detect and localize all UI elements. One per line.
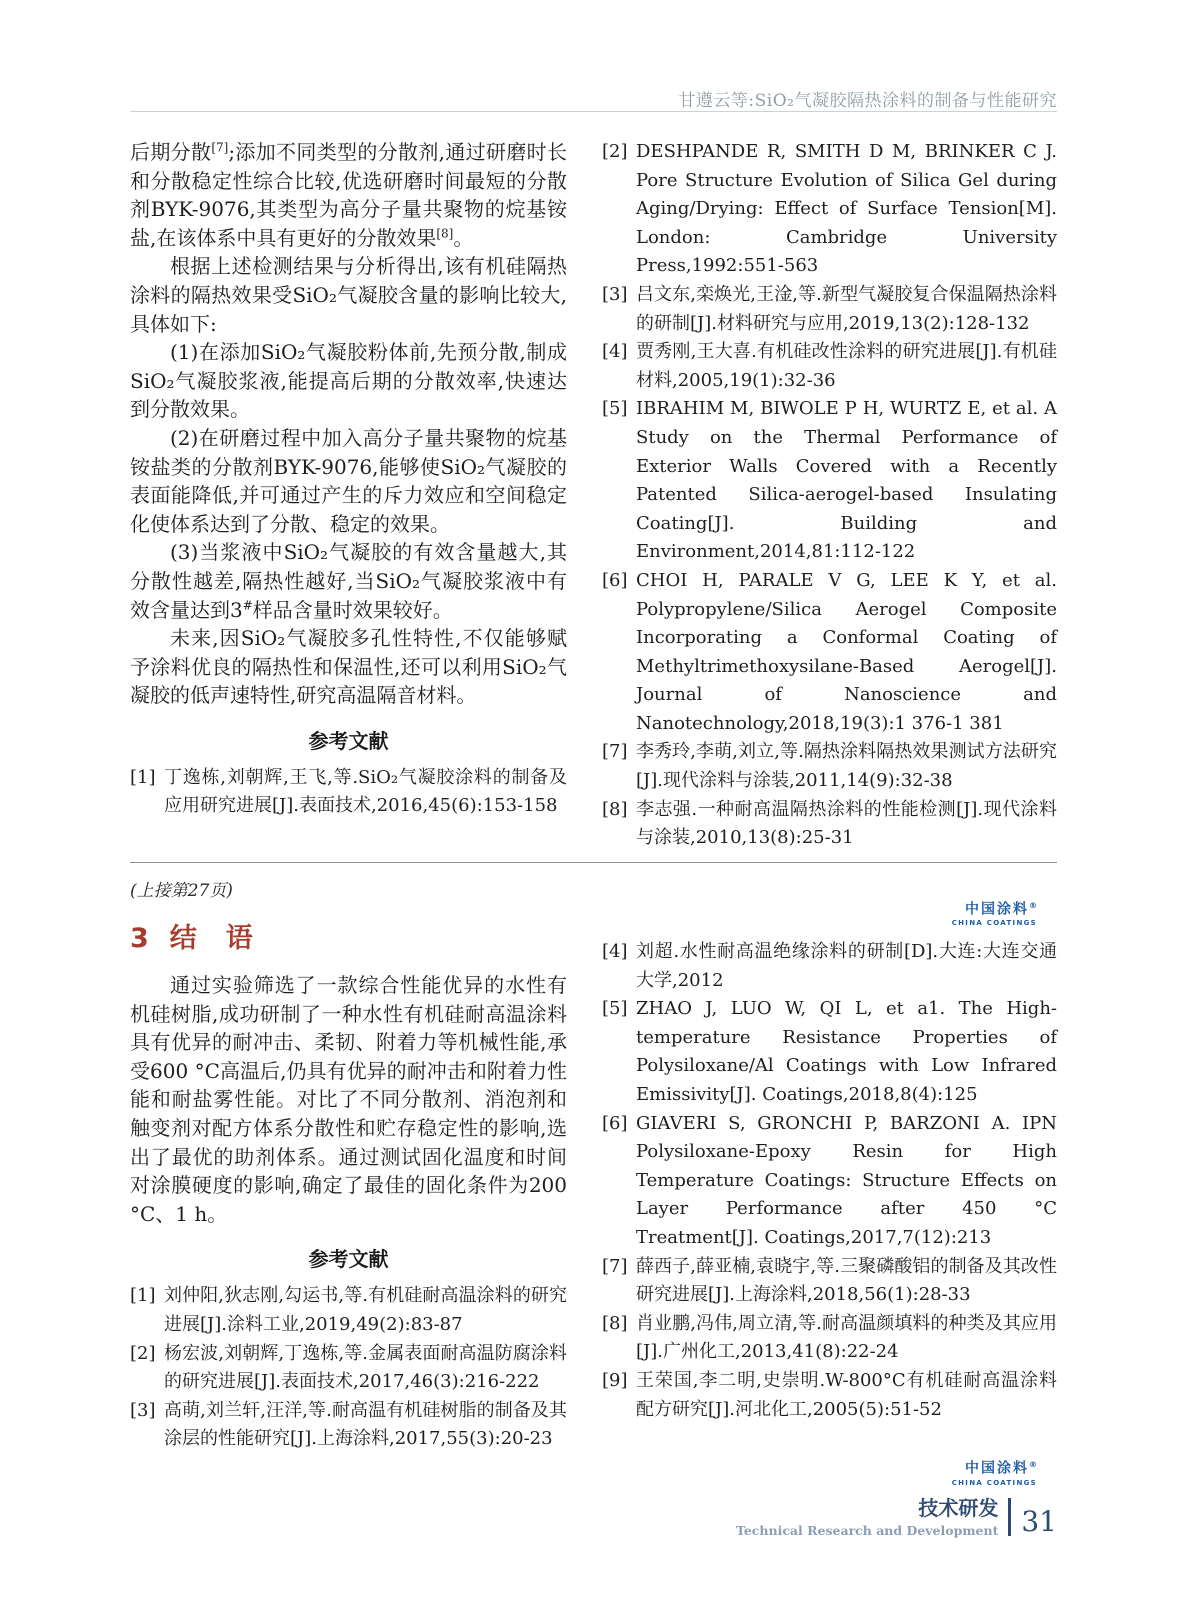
bottom-left-column	[130, 914, 567, 1487]
reference-label: [8]	[602, 1312, 628, 1334]
continued-from-note: (上接第27页)	[130, 881, 233, 901]
logo-english-text: CHINA COATINGS	[951, 919, 1037, 928]
reference-item	[602, 567, 1057, 739]
reference-text: GIAVERI S, GRONCHI P, BARZONI A. IPN Polysiloxane-Epoxy Resin for High Temperature Coatings: Structure Effects on Layer Performance after 450 °C Treatment[J]. Coatings,2017,7(12):213	[636, 1112, 1057, 1248]
section-title: 结 语	[169, 923, 254, 954]
logo-chinese-name: 中国涂料	[965, 901, 1029, 918]
top-article-section	[130, 138, 1057, 927]
reference-text: 薛西子,薛亚楠,袁晓宇,等.三聚磷酸铝的制备及其改性研究进展[J].上海涂料,2018,56(1):28-33	[636, 1255, 1057, 1306]
top-right-column	[602, 138, 1057, 927]
footer-section-name-cn: 技术研发	[918, 1496, 999, 1520]
registered-trademark-icon: ®	[1029, 1460, 1037, 1470]
reference-item	[602, 1310, 1057, 1367]
running-head-rule	[130, 111, 1057, 112]
citation-superscript: [8]	[436, 226, 454, 241]
reference-text: 王荣国,李二明,史崇明.W-800°C有机硅耐高温涂料配方研究[J].河北化工,2005(5):51-52	[636, 1369, 1057, 1420]
reference-label: [6]	[602, 1112, 628, 1134]
citation-superscript: [7]	[211, 140, 229, 155]
reference-item	[602, 1110, 1057, 1253]
reference-label: [3]	[602, 283, 628, 305]
reference-item	[602, 395, 1057, 567]
reference-text: DESHPANDE R, SMITH D M, BRINKER C J. Pore Structure Evolution of Silica Gel during Aging/Drying: Effect of Surface Tension[M]. London: Cambridge University Press,1992:551-563	[636, 141, 1057, 277]
reference-text: 贾秀刚,王大喜.有机硅改性涂料的研究进展[J].有机硅材料,2005,19(1):32-36	[636, 341, 1057, 391]
reference-label: [5]	[602, 998, 628, 1020]
reference-item	[130, 764, 567, 821]
text-run: (3)当浆液中SiO₂气凝胶的有效含量越大,其分散性越差,隔热性越好,当SiO₂气凝胶浆液中有效含量达到3	[130, 540, 567, 622]
text-run: 后期分散	[130, 140, 212, 164]
reference-text: 高萌,刘兰轩,汪洋,等.耐高温有机硅树脂的制备及其涂层的性能研究[J].上海涂料,2017,55(3):20-23	[164, 1399, 567, 1450]
reference-text: CHOI H, PARALE V G, LEE K Y, et al. Polypropylene/Silica Aerogel Composite Incorporating a Conformal Coating of Methyltrimethoxysilane-Based Aerogel[J]. Journal of Nanoscience and Nanotechnology,2018,19(3):1 376-1 381	[636, 569, 1057, 734]
paragraph: 未来,因SiO₂气凝胶多孔性特性,不仅能够赋予涂料优良的隔热性和保温性,还可以利用SiO₂气凝胶的低声速特性,研究高温隔音材料。	[130, 626, 567, 708]
reference-text: ZHAO J, LUO W, QI L, et a1. The High-temperature Resistance Properties of Polysiloxane/Al Coatings with Low Infrared Emissivity[J]. Coatings,2018,8(4):125	[636, 998, 1057, 1105]
reference-label: [3]	[130, 1399, 156, 1421]
reference-item	[602, 138, 1057, 281]
reference-item	[130, 1340, 567, 1397]
reference-text: 李志强.一种耐高温隔热涂料的性能检测[J].现代涂料与涂装,2010,13(8):25-31	[636, 798, 1057, 849]
footer-section-labels	[736, 1496, 998, 1538]
reference-item	[602, 281, 1057, 338]
reference-item	[602, 1253, 1057, 1310]
reference-item	[602, 995, 1057, 1109]
text-run: 样品含量时效果较好。	[252, 597, 453, 622]
paragraph	[130, 138, 567, 252]
section-divider-rule	[130, 862, 1057, 863]
reference-text: 丁逸栋,刘朝辉,王飞,等.SiO₂气凝胶涂料的制备及应用研究进展[J].表面技术,2016,45(6):153-158	[164, 766, 567, 817]
reference-label: [1]	[130, 1285, 156, 1307]
reference-label: [6]	[602, 569, 628, 591]
footer-divider-bar	[1008, 1498, 1011, 1536]
bottom-right-column	[602, 914, 1057, 1487]
reference-item	[130, 1397, 567, 1454]
footer-section-name-en: Technical Research and Development	[735, 1523, 999, 1538]
reference-label: [2]	[130, 1342, 156, 1364]
page-number: 31	[1021, 1504, 1057, 1538]
references-heading: 参考文献	[308, 728, 389, 753]
references-heading: 参考文献	[308, 1247, 389, 1272]
reference-text: 李秀玲,李萌,刘立,等.隔热涂料隔热效果测试方法研究[J].现代涂料与涂装,2011,14(9):32-38	[636, 741, 1057, 792]
bottom-article-section	[130, 914, 1057, 1487]
reference-label: [2]	[602, 141, 628, 162]
section-heading	[130, 916, 567, 955]
reference-text: 杨宏波,刘朝辉,丁逸栋,等.金属表面耐高温防腐涂料的研究进展[J].表面技术,2017,46(3):216-222	[164, 1342, 567, 1393]
reference-text: 吕文东,栾焕光,王淦,等.新型气凝胶复合保温隔热涂料的研制[J].材料研究与应用,2019,13(2):128-132	[636, 283, 1057, 334]
running-head: 甘遵云等:SiO₂气凝胶隔热涂料的制备与性能研究	[678, 91, 1057, 111]
reference-text: 肖业鹏,冯伟,周立清,等.耐高温颜填料的种类及其应用[J].广州化工,2013,41(8):22-24	[636, 1312, 1057, 1363]
reference-item	[602, 1367, 1057, 1424]
logo-chinese-text	[602, 1460, 1037, 1477]
sample-number-superscript: #	[242, 597, 253, 612]
logo-english-text: CHINA COATINGS	[951, 1478, 1037, 1487]
registered-trademark-icon: ®	[1029, 900, 1037, 910]
reference-item	[130, 1282, 567, 1339]
top-left-column	[130, 138, 567, 927]
paragraph: 根据上述检测结果与分析得出,该有机硅隔热涂料的隔热效果受SiO₂气凝胶含量的影响比较大,具体如下:	[130, 254, 567, 336]
reference-text: IBRAHIM M, BIWOLE P H, WURTZ E, et al. A Study on the Thermal Performance of Exterior Walls Covered with a Recently Patented Silica-aerogel-based Insulating Coating[J]. Building and Environment,2014,81:112-122	[636, 398, 1057, 563]
reference-label: [5]	[602, 398, 628, 420]
reference-label: [8]	[602, 798, 628, 820]
page-footer	[130, 1496, 1057, 1538]
reference-item	[602, 338, 1057, 395]
reference-label: [1]	[130, 766, 156, 788]
paragraph: (1)在添加SiO₂气凝胶粉体前,先预分散,制成SiO₂气凝胶浆液,能提高后期的分散效率,快速达到分散效果。	[130, 340, 567, 422]
section-number: 3	[130, 923, 150, 954]
paragraph	[130, 538, 567, 624]
paragraph: 通过实验筛选了一款综合性能优异的水性有机硅树脂,成功研制了一种水性有机硅耐高温涂料具有优异的耐冲击、柔韧、附着力等机械性能,承受600 °C高温后,仍具有优异的耐冲击和附着力性能和耐盐雾性能。对比了不同分散剂、消泡剂和触变剂对配方体系分散性和贮存稳定性的影响,选出了最优的助剂体系。通过测试固化温度和时间对涂膜硬度的影响,确定了最佳的固化条件为200 °C、1 h。	[130, 973, 567, 1226]
reference-text: 刘超.水性耐高温绝缘涂料的研制[D].大连:大连交通大学,2012	[636, 941, 1057, 991]
reference-item	[602, 738, 1057, 795]
reference-text: 刘仲阳,狄志刚,勾运书,等.有机硅耐高温涂料的研究进展[J].涂料工业,2019,49(2):83-87	[164, 1285, 567, 1335]
reference-label: [4]	[602, 341, 628, 363]
china-coatings-logo	[602, 1460, 1057, 1486]
reference-item	[602, 938, 1057, 995]
reference-label: [7]	[602, 741, 628, 763]
reference-label: [7]	[602, 1255, 628, 1277]
reference-label: [4]	[602, 941, 628, 962]
text-run: ;添加不同类型的分散剂,通过研磨时长和分散稳定性综合比较,优选研磨时间最短的分散剂BYK-9076,其类型为高分子量共聚物的烷基铵盐,在该体系中具有更好的分散效果	[130, 140, 567, 250]
logo-chinese-name: 中国涂料	[965, 1460, 1029, 1477]
reference-item	[602, 796, 1057, 853]
reference-label: [9]	[602, 1369, 628, 1391]
paragraph: (2)在研磨过程中加入高分子量共聚物的烷基铵盐类的分散剂BYK-9076,能够使SiO₂气凝胶的表面能降低,并可通过产生的斥力效应和空间稳定化使体系达到了分散、稳定的效果。	[130, 425, 567, 536]
text-run: 。	[453, 225, 474, 250]
